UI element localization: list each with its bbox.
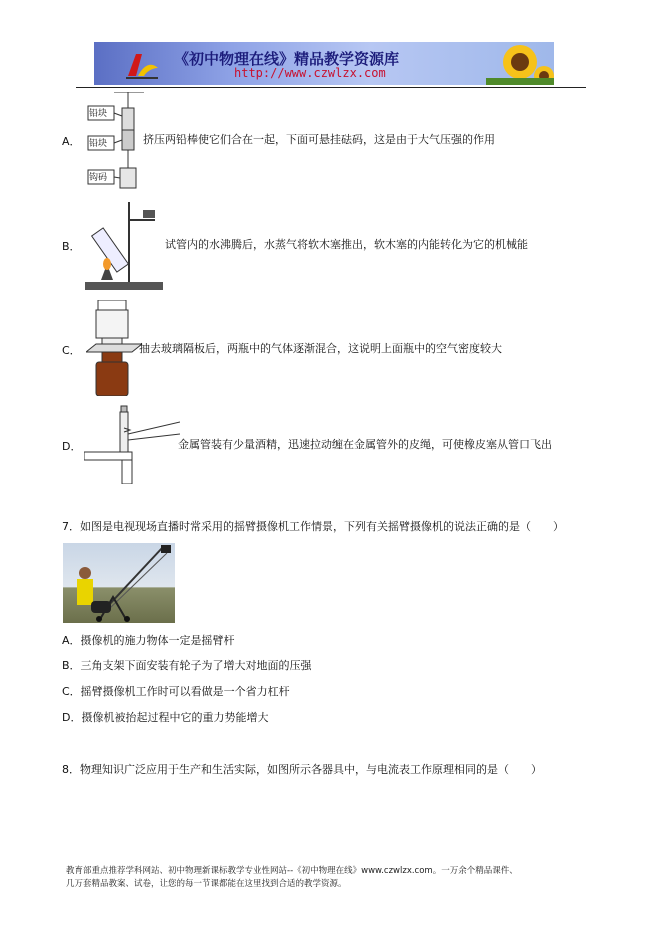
fig-label-weight: 钩码 — [89, 173, 108, 183]
fig-label-lead-2: 铅块 — [89, 139, 108, 149]
test-tube-figure — [85, 198, 163, 290]
option-d-text: 金属管装有少量酒精，迅速拉动缠在金属管外的皮绳，可使橡皮塞从管口飞出 — [178, 438, 552, 451]
option-a-text: 挤压两铅棒使它们合在一起，下面可悬挂砝码，这是由于大气压强的作用 — [143, 133, 495, 146]
option-b-letter: B． — [62, 240, 81, 253]
header-banner — [94, 42, 554, 85]
camera-crane-photo — [63, 543, 175, 623]
question-7-option-a: A．摄像机的施力物体一定是摇臂杆 — [62, 634, 235, 647]
question-7-option-b: B．三角支架下面安装有轮子为了增大对地面的压强 — [62, 659, 312, 672]
footer-line-1: 教育部重点推荐学科网站、初中物理新课标教学专业性网站--《初中物理在线》www.czwlzx.com。一万余个精品课件、 — [66, 866, 518, 876]
logo-icon — [122, 46, 162, 82]
option-c-letter: C． — [62, 344, 81, 357]
banner-title: 《初中物理在线》精品教学资源库 — [174, 50, 400, 68]
sunflower-icon — [486, 42, 554, 85]
fig-label-lead-1: 铅块 — [89, 109, 108, 119]
question-7-option-d: D．摄像机被抬起过程中它的重力势能增大 — [62, 711, 269, 724]
question-7-option-c: C．摇臂摄像机工作时可以看做是一个省力杠杆 — [62, 685, 290, 698]
metal-tube-figure — [84, 404, 180, 484]
option-d-letter: D． — [62, 440, 82, 453]
option-c-text: 抽去玻璃隔板后，两瓶中的气体逐渐混合，这说明上面瓶中的空气密度较大 — [139, 342, 502, 355]
option-b-text: 试管内的水沸腾后，水蒸气将软木塞推出，软木塞的内能转化为它的机械能 — [165, 238, 528, 251]
banner-url: http://www.czwlzx.com — [234, 66, 386, 80]
option-a-letter: A． — [62, 135, 81, 148]
header-rule — [76, 87, 586, 88]
footer-line-2: 几万套精品教案、试卷，让您的每一节课都能在这里找到合适的教学资源。 — [66, 879, 347, 889]
two-bottles-figure — [86, 300, 142, 396]
question-7-stem: 7．如图是电视现场直播时常采用的摇臂摄像机工作情景，下列有关摇臂摄像机的说法正确的是（ ） — [62, 520, 564, 533]
question-8-stem: 8．物理知识广泛应用于生产和生活实际，如图所示各器具中，与电流表工作原理相同的是（ ） — [62, 763, 542, 776]
